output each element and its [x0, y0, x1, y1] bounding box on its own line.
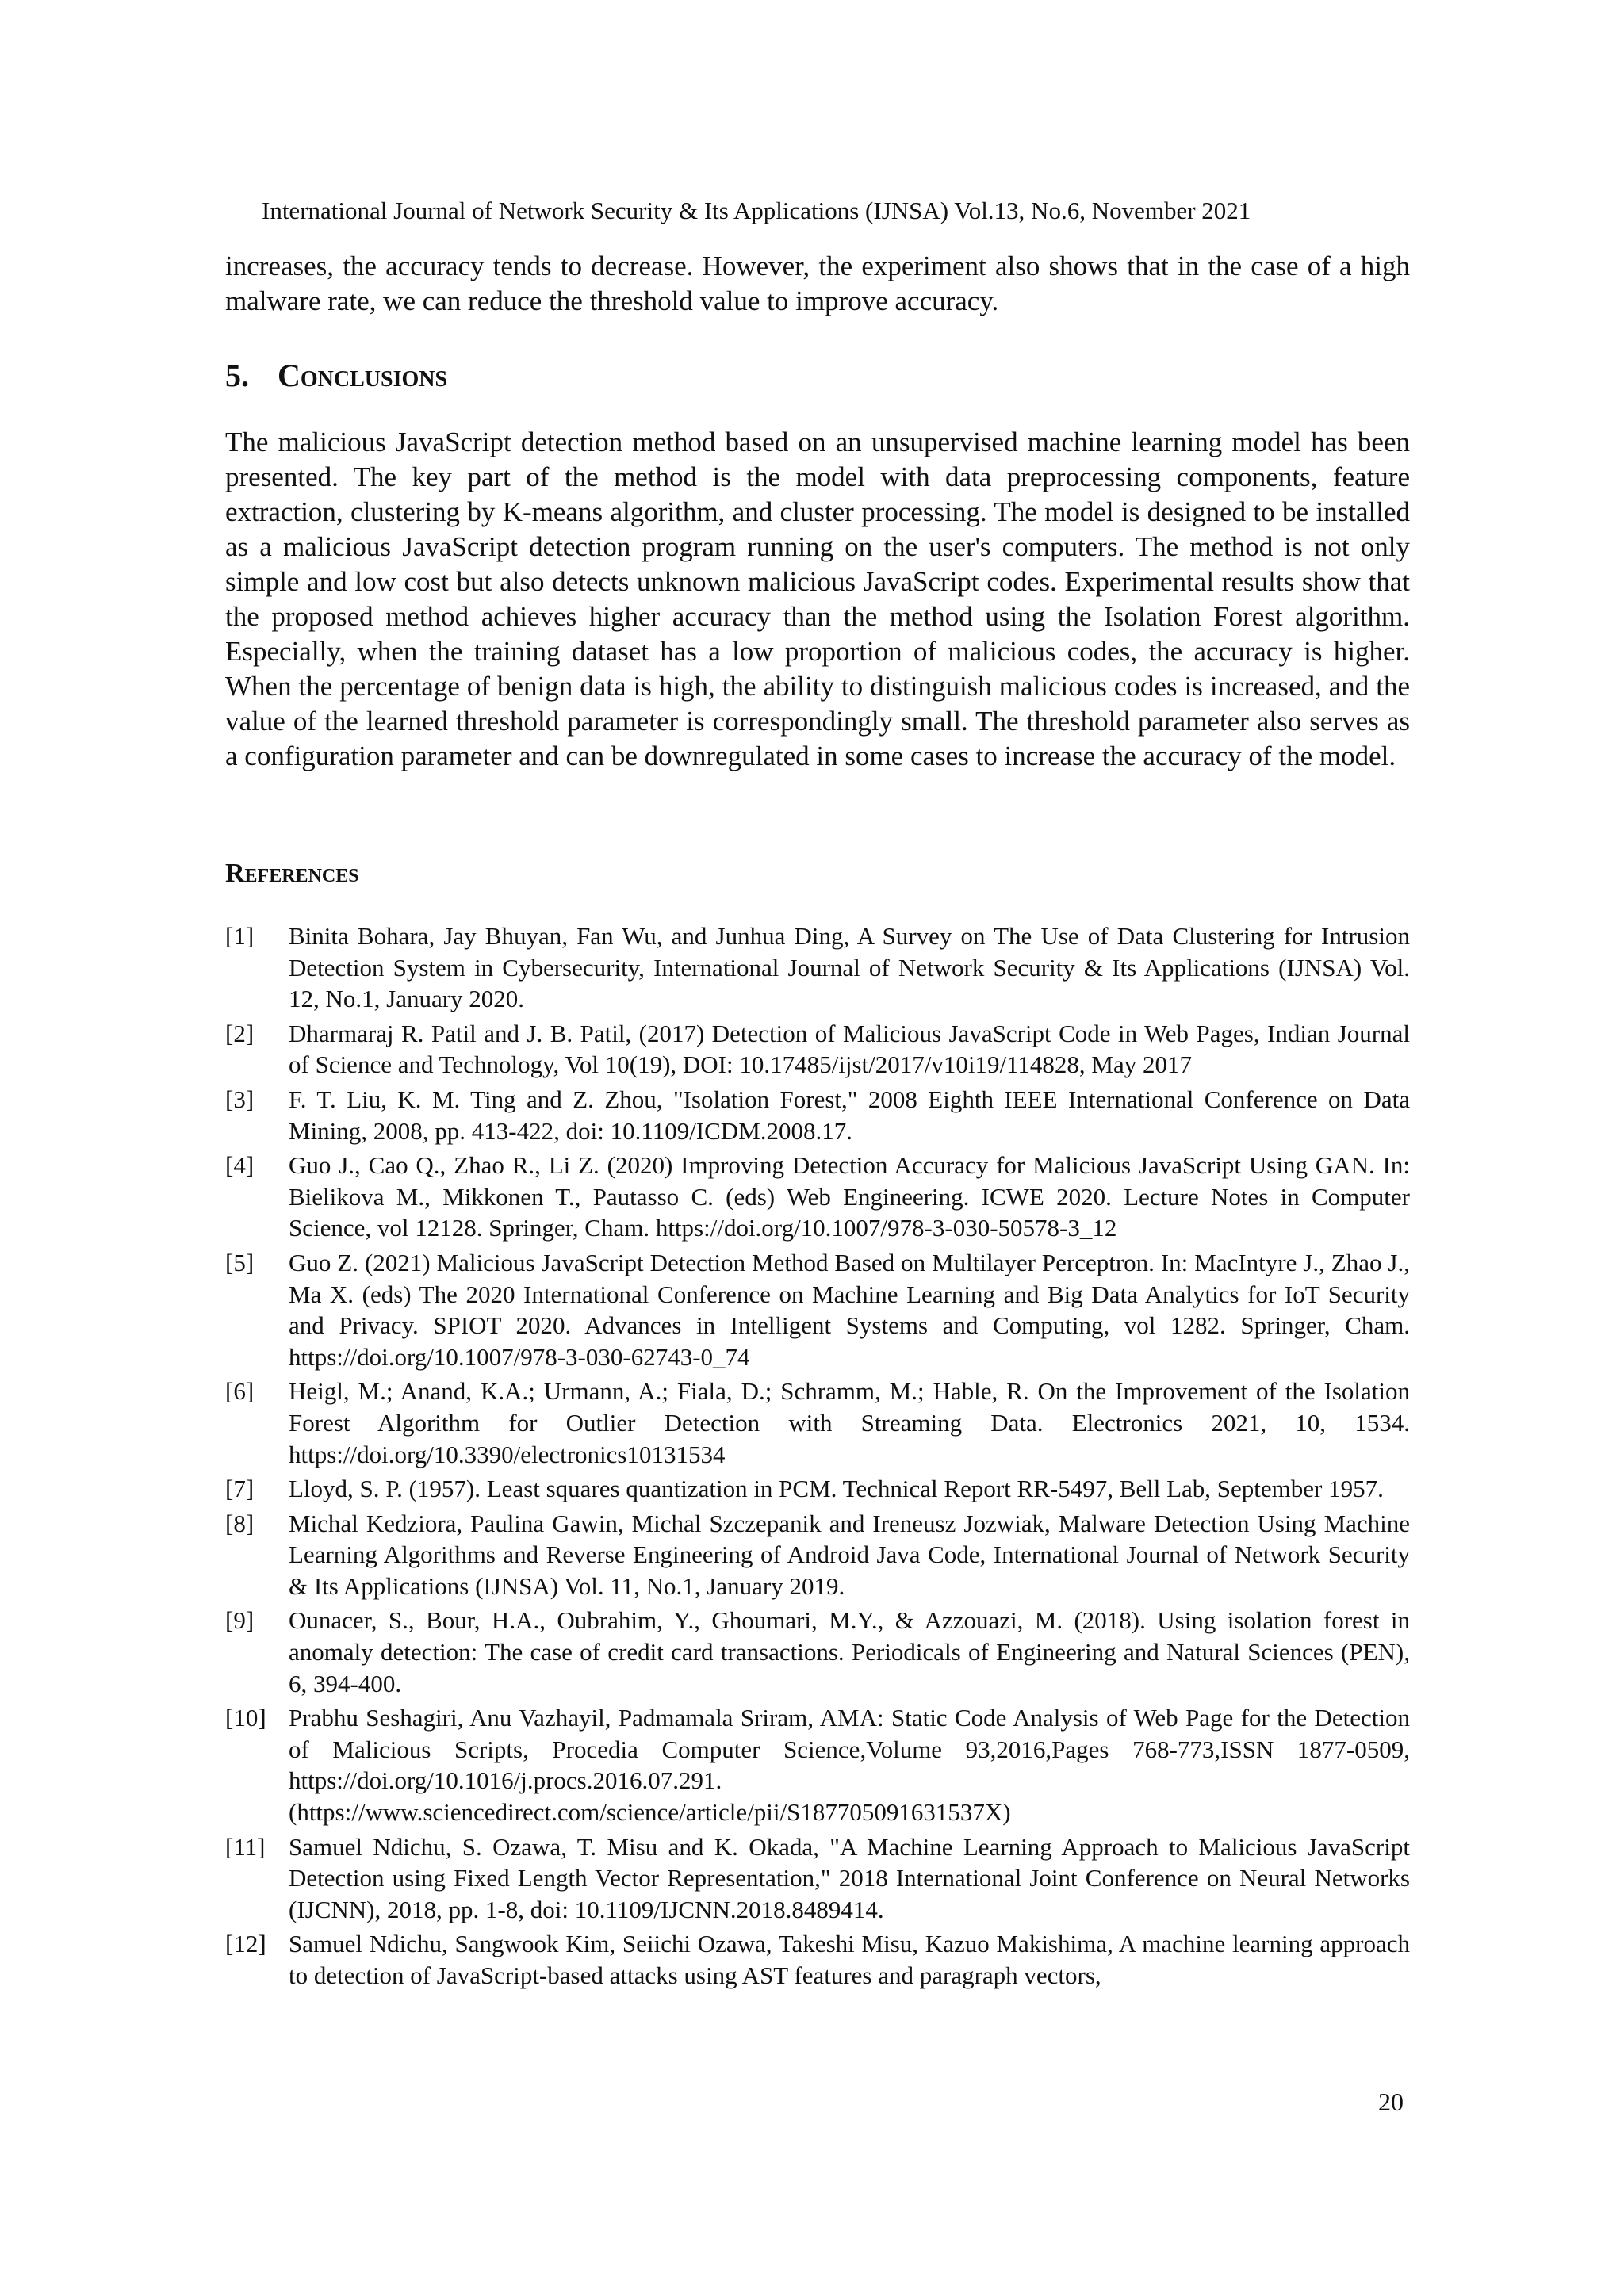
- reference-text: Samuel Ndichu, Sangwook Kim, Seiichi Ozawa, Takeshi Misu, Kazuo Makishima, A machine learning approach to detection of JavaScript-based attacks using AST features and paragraph vectors,: [289, 1930, 1410, 1989]
- reference-number: [1]: [225, 922, 255, 950]
- section-number: 5.: [225, 358, 249, 393]
- reference-number: [7]: [225, 1475, 255, 1503]
- reference-text: Guo J., Cao Q., Zhao R., Li Z. (2020) Improving Detection Accuracy for Malicious JavaScript Using GAN. In: Bielikova M., Mikkonen T., Pautasso C. (eds) Web Engineering. ICWE 2020. Lecture Notes in Computer Science, vol 12128. Springer, Cham. https://doi.org/10.1007/978-3-030-50578-3_12: [289, 1151, 1410, 1242]
- reference-item: [225, 1831, 1410, 1926]
- conclusions-heading: [225, 357, 447, 395]
- reference-item: [225, 1376, 1410, 1470]
- reference-number: [5]: [225, 1248, 255, 1276]
- reference-number: [12]: [225, 1930, 266, 1958]
- reference-item: [225, 920, 1410, 1015]
- reference-number: [6]: [225, 1377, 255, 1406]
- reference-number: [9]: [225, 1606, 255, 1635]
- reference-text: Prabhu Seshagiri, Anu Vazhayil, Padmamala Sriram, AMA: Static Code Analysis of Web Page for the Detection of Malicious Scripts, Procedia Computer Science,Volume 93,2016,Pages 768-773,ISSN 1877-0509, https://doi.org/10.1016/j.procs.2016.07.291. (https://www.sciencedirect.com/science/article/pii/S187705091631537X): [289, 1704, 1410, 1827]
- reference-text: Lloyd, S. P. (1957). Least squares quantization in PCM. Technical Report RR-5497, Bell Lab, September 1957.: [289, 1475, 1384, 1503]
- page-number: 20: [1378, 2087, 1404, 2116]
- reference-item: [225, 1150, 1410, 1244]
- section-title-text: Conclusions: [278, 358, 448, 393]
- intro-paragraph: increases, the accuracy tends to decrease. However, the experiment also shows that in the case of a high malware rate, we can reduce the threshold value to improve accuracy.: [225, 251, 1410, 316]
- reference-item: [225, 1247, 1410, 1372]
- references-heading: References: [225, 859, 359, 888]
- reference-item: [225, 1473, 1410, 1505]
- reference-number: [8]: [225, 1509, 255, 1537]
- reference-text: Ounacer, S., Bour, H.A., Oubrahim, Y., Ghoumari, M.Y., & Azzouazi, M. (2018). Using isolation forest in anomaly detection: The case of credit card transactions. Periodicals of Engineering and Natural Sciences (PEN), 6, 394-400.: [289, 1606, 1410, 1697]
- reference-item: [225, 1702, 1410, 1827]
- reference-item: [225, 1018, 1410, 1081]
- reference-item: [225, 1508, 1410, 1602]
- conclusions-paragraph: The malicious JavaScript detection method based on an unsupervised machine learning model has been presented. The key part of the method is the model with data preprocessing components, feature extraction, clustering by K-means algorithm, and cluster processing. The model is designed to be installed as a malicious JavaScript detection program running on the user's computers. The method is not only simple and low cost but also detects unknown malicious JavaScript codes. Experimental results show that the proposed method achieves higher accuracy than the method using the Isolation Forest algorithm. Especially, when the training dataset has a low proportion of malicious codes, the accuracy is higher. When the percentage of benign data is high, the ability to distinguish malicious codes is increased, and the value of the learned threshold parameter is correspondingly small. The threshold parameter also serves as a configuration parameter and can be downregulated in some cases to increase the accuracy of the model.: [225, 427, 1410, 771]
- reference-number: [10]: [225, 1704, 266, 1732]
- reference-list: [225, 920, 1410, 1995]
- reference-text: Guo Z. (2021) Malicious JavaScript Detection Method Based on Multilayer Perceptron. In: MacIntyre J., Zhao J., Ma X. (eds) The 2020 International Conference on Machine Learning and Big Data Analytics for IoT Security and Privacy. SPIOT 2020. Advances in Intelligent Systems and Computing, vol 1282. Springer, Cham. https://doi.org/10.1007/978-3-030-62743-0_74: [289, 1248, 1410, 1371]
- reference-text: F. T. Liu, K. M. Ting and Z. Zhou, "Isolation Forest," 2008 Eighth IEEE International Conference on Data Mining, 2008, pp. 413-422, doi: 10.1109/ICDM.2008.17.: [289, 1085, 1410, 1145]
- reference-number: [11]: [225, 1832, 266, 1861]
- reference-text: Heigl, M.; Anand, K.A.; Urmann, A.; Fiala, D.; Schramm, M.; Hable, R. On the Improvement of the Isolation Forest Algorithm for Outlier Detection with Streaming Data. Electronics 2021, 10, 1534. https://doi.org/10.3390/electronics10131534: [289, 1377, 1410, 1468]
- reference-item: [225, 1605, 1410, 1699]
- running-header: International Journal of Network Security & Its Applications (IJNSA) Vol.13, No.6, November 2021: [262, 197, 1251, 224]
- reference-text: Dharmaraj R. Patil and J. B. Patil, (2017) Detection of Malicious JavaScript Code in Web Pages, Indian Journal of Science and Technology, Vol 10(19), DOI: 10.17485/ijst/2017/v10i19/114828, May 2017: [289, 1019, 1410, 1079]
- reference-item: [225, 1928, 1410, 1991]
- reference-text: Binita Bohara, Jay Bhuyan, Fan Wu, and Junhua Ding, A Survey on The Use of Data Clustering for Intrusion Detection System in Cybersecurity, International Journal of Network Security & Its Applications (IJNSA) Vol. 12, No.1, January 2020.: [289, 922, 1410, 1013]
- reference-number: [3]: [225, 1085, 255, 1113]
- reference-text: Michal Kedziora, Paulina Gawin, Michal Szczepanik and Ireneusz Jozwiak, Malware Detection Using Machine Learning Algorithms and Reverse Engineering of Android Java Code, International Journal of Network Security & Its Applications (IJNSA) Vol. 11, No.1, January 2019.: [289, 1509, 1410, 1600]
- reference-number: [2]: [225, 1019, 255, 1047]
- reference-text: Samuel Ndichu, S. Ozawa, T. Misu and K. Okada, "A Machine Learning Approach to Malicious JavaScript Detection using Fixed Length Vector Representation," 2018 International Joint Conference on Neural Networks (IJCNN), 2018, pp. 1-8, doi: 10.1109/IJCNN.2018.8489414.: [289, 1832, 1410, 1923]
- reference-item: [225, 1084, 1410, 1146]
- reference-number: [4]: [225, 1151, 255, 1180]
